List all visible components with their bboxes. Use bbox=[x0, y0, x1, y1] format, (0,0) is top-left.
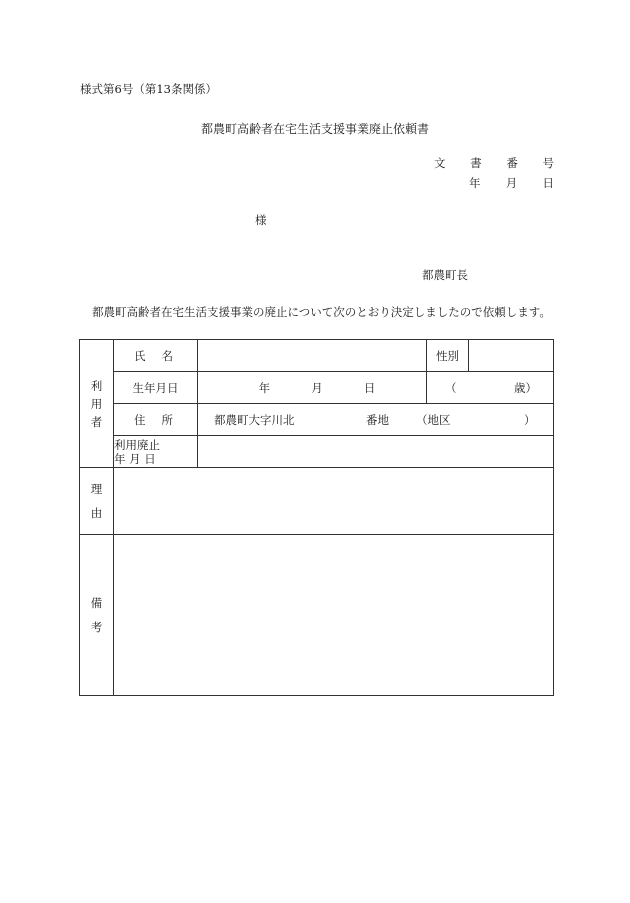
reason-header-cell bbox=[80, 468, 114, 535]
document-number-label bbox=[434, 155, 554, 171]
dob-field[interactable] bbox=[198, 372, 427, 404]
date-year-char: 年 bbox=[469, 176, 481, 190]
name-label-cell bbox=[114, 340, 198, 372]
reason-header-char: 由 bbox=[90, 506, 103, 520]
date-month-char: 月 bbox=[505, 176, 518, 190]
age-open-paren: （ bbox=[445, 380, 457, 395]
form-number: 様式第6号（第13条関係） bbox=[80, 82, 217, 96]
gender-field[interactable] bbox=[469, 340, 554, 372]
address-banchi: 番地 bbox=[366, 412, 389, 427]
remarks-field[interactable] bbox=[114, 535, 554, 696]
docnum-char: 号 bbox=[542, 156, 554, 170]
dob-year-unit: 年 bbox=[258, 380, 271, 395]
remarks-row bbox=[80, 535, 554, 696]
end-date-row bbox=[80, 436, 554, 468]
form-table bbox=[79, 339, 554, 696]
name-label-char: 氏 bbox=[134, 348, 146, 363]
remarks-header-char: 備 bbox=[90, 596, 103, 610]
end-date-label-line1: 利用廃止 bbox=[114, 437, 160, 452]
user-header-char: 利 bbox=[90, 378, 103, 393]
address-label-char: 所 bbox=[161, 412, 173, 427]
dob-row bbox=[80, 372, 554, 404]
address-label-cell bbox=[114, 404, 198, 436]
address-district: （地区 bbox=[416, 412, 451, 427]
reason-row bbox=[80, 468, 554, 535]
docnum-char: 番 bbox=[506, 156, 518, 170]
dob-day-unit: 日 bbox=[363, 380, 376, 395]
docnum-char: 文 bbox=[434, 156, 446, 170]
age-unit: 歳） bbox=[514, 380, 537, 395]
name-field[interactable] bbox=[198, 340, 427, 372]
sender-name: 都農町長 bbox=[422, 268, 468, 282]
docnum-char: 書 bbox=[470, 156, 482, 170]
end-date-field[interactable] bbox=[198, 436, 554, 468]
user-header-char: 用 bbox=[90, 396, 103, 411]
address-prefix: 都農町大字川北 bbox=[214, 412, 295, 427]
body-text: 都農町高齢者在宅生活支援事業の廃止について次のとおり決定しましたので依頼します。 bbox=[92, 305, 551, 319]
end-date-label-line2: 年 月 日 bbox=[114, 451, 156, 466]
reason-header-char: 理 bbox=[90, 482, 103, 496]
end-date-label bbox=[114, 436, 198, 468]
name-label-char: 名 bbox=[161, 348, 173, 363]
addressee-suffix: 様 bbox=[255, 213, 267, 227]
address-row bbox=[80, 404, 554, 436]
address-close-paren: ） bbox=[524, 412, 536, 427]
document-title: 都農町高齢者在宅生活支援事業廃止依頼書 bbox=[200, 122, 429, 136]
reason-field[interactable] bbox=[114, 468, 554, 535]
remarks-header-cell bbox=[80, 535, 114, 696]
remarks-header-char: 考 bbox=[90, 620, 103, 634]
dob-label: 生年月日 bbox=[114, 372, 198, 404]
dob-month-unit: 月 bbox=[311, 380, 323, 395]
address-field[interactable] bbox=[198, 404, 554, 436]
user-header-char: 者 bbox=[90, 414, 103, 429]
address-label-char: 住 bbox=[134, 412, 146, 427]
user-header-cell bbox=[80, 340, 114, 468]
date-day-char: 日 bbox=[542, 176, 554, 190]
age-field[interactable] bbox=[427, 372, 554, 404]
name-row bbox=[80, 340, 554, 372]
issue-date-label bbox=[469, 175, 554, 191]
gender-label: 性別 bbox=[427, 340, 469, 372]
